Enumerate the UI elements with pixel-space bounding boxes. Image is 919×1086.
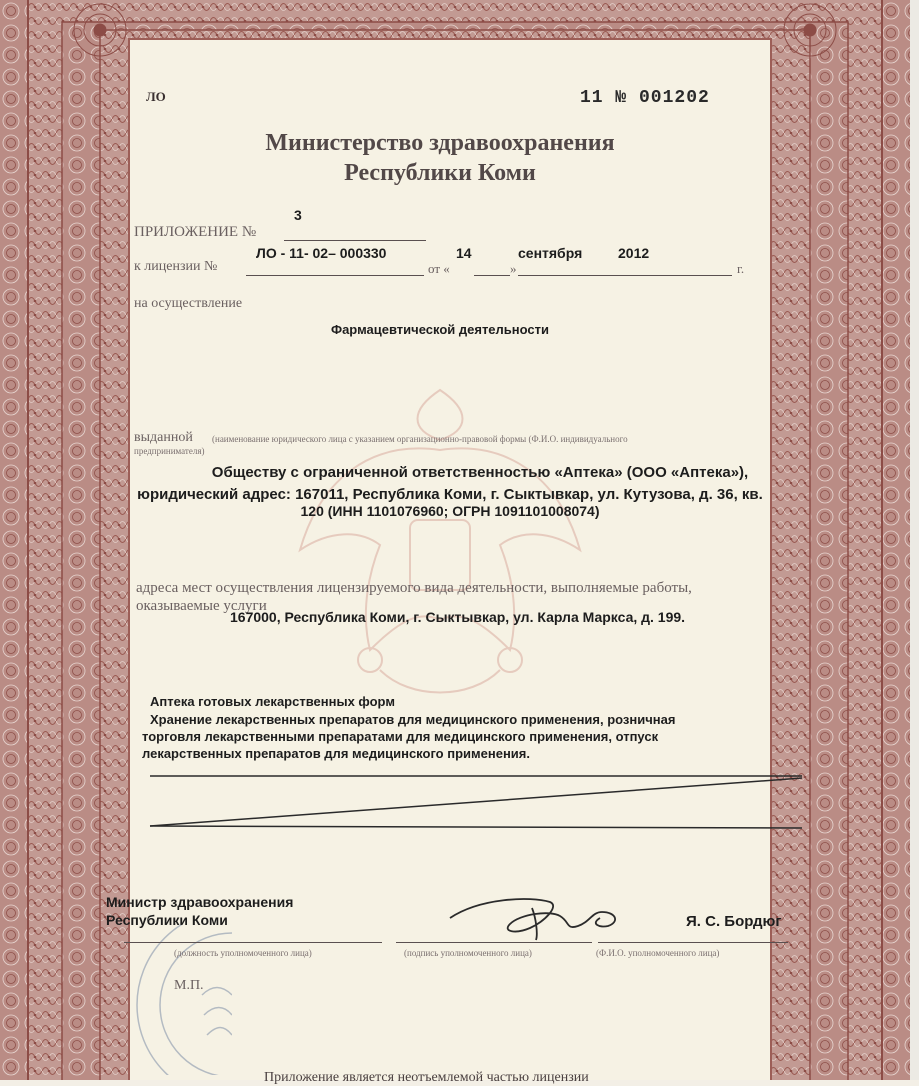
page-title: Министерство здравоохранения [265,130,615,156]
works-line4: лекарственных препаратов для медицинского применения. [142,746,530,761]
date-open-quote: от « [428,261,450,276]
position-hint: (должность уполномоченного лица) [174,948,312,958]
footer-note: Приложение является неотъемлемой частью лицензии [264,1070,589,1085]
license-number: ЛО - 11- 02– 000330 [256,245,387,261]
page-subtitle: Республики Коми [344,160,536,186]
license-day: 14 [456,245,472,261]
license-year: 2012 [618,245,650,261]
issued-hint-line2: предпринимателя) [134,446,205,456]
license-series: ЛО [146,89,166,104]
position-underline [124,942,382,943]
signer-position-line2: Республики Коми [106,912,228,928]
name-hint: (Ф.И.О. уполномоченного лица) [596,948,720,958]
addresses-label-line1: адреса мест осуществления лицензируемого вида деятельности, выполняемые работы, [136,580,692,596]
works-line1: Аптека готовых лекарственных форм [150,694,395,709]
license-form-number: 11 № 001202 [580,88,710,108]
works-line3: торговля лекарственными препаратами для медицинского применения, отпуск [142,729,659,744]
appendix-number: 3 [294,207,302,223]
issued-label: выданной [134,430,193,445]
licensee-address: юридический адрес: 167011, Республика Коми, г. Сыктывкар, ул. Кутузова, д. 36, кв. [137,486,763,503]
appendix-label: ПРИЛОЖЕНИЕ № [134,224,257,240]
activity-address: 167000, Республика Коми, г. Сыктывкар, ул. Карла Маркса, д. 199. [230,609,686,625]
signer-name: Я. С. Бордюг [686,913,782,930]
license-label: к лицензии № [134,259,218,274]
signature-hint: (подпись уполномоченного лица) [404,948,532,958]
issued-hint-line1: (наименование юридического лица с указанием организационно-правовой формы (Ф.И.О. индивидуального [212,434,628,444]
activity-label: на осуществление [134,296,243,311]
addresses-label-line2: оказываемые услуги [136,598,267,614]
licensee-name: Обществу с ограниченной ответственностью «Аптека» (ООО «Аптека»), [211,464,749,481]
license-month: сентября [518,245,583,261]
licensee-ids: 120 (ИНН 1101076960; ОГРН 1091101008074) [300,503,600,519]
year-suffix: г. [737,261,745,276]
stamp-place-label: М.П. [174,978,204,993]
signer-position-line1: Министр здравоохранения [106,894,294,910]
activity-value: Фармацевтической деятельности [330,322,549,337]
handwritten-signature [440,888,640,948]
works-line2: Хранение лекарственных препаратов для медицинского применения, розничная [150,712,676,727]
date-close-quote: » [510,261,517,276]
